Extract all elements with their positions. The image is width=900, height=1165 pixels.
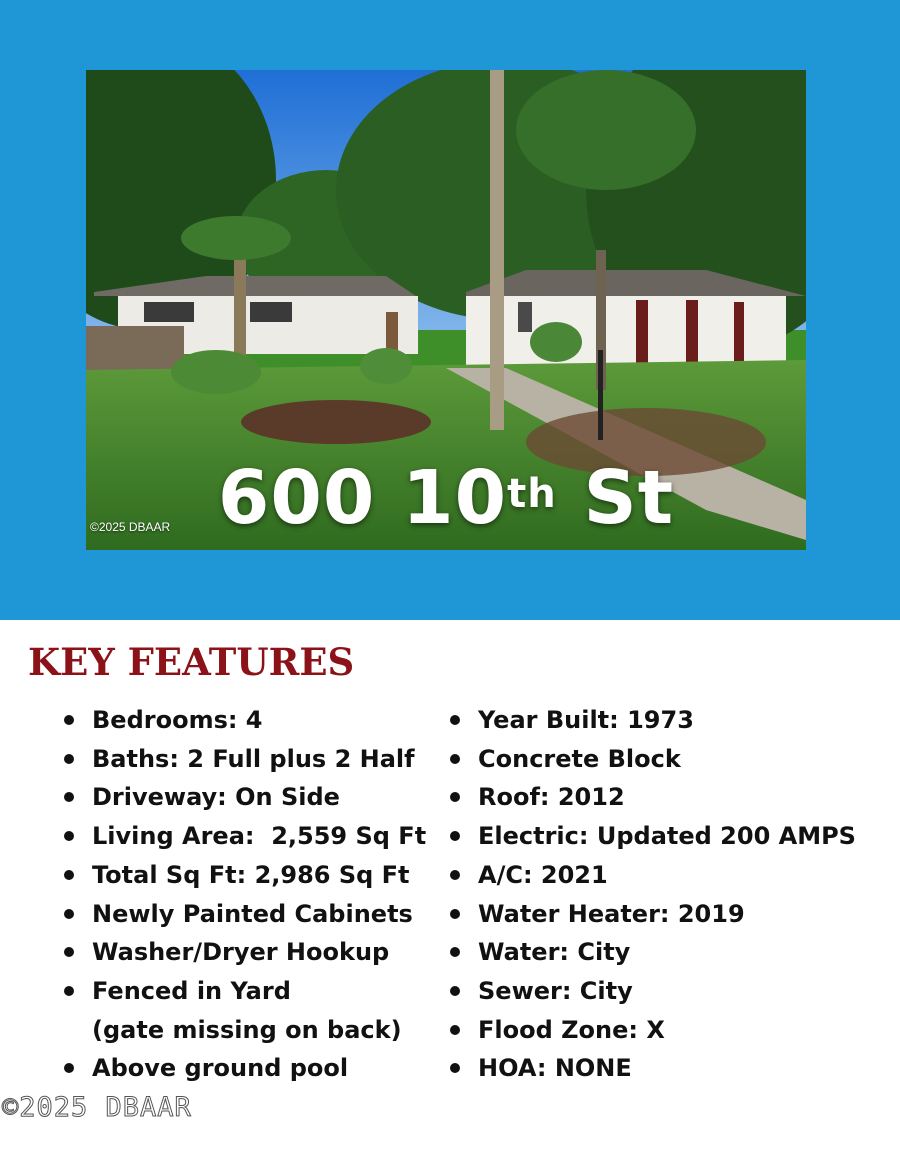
feature-text: Baths: 2 Full plus 2 Half xyxy=(92,744,415,773)
feature-item xyxy=(448,1011,898,1050)
feature-item xyxy=(62,1049,447,1088)
feature-text: Concrete Block xyxy=(478,744,681,773)
bullet-icon xyxy=(450,986,460,996)
feature-item xyxy=(62,701,447,740)
bullet-icon xyxy=(64,754,74,764)
bullet-icon xyxy=(64,986,74,996)
address-street-type: St xyxy=(556,455,675,541)
feature-text: Bedrooms: 4 xyxy=(92,706,263,734)
feature-text: Electric: Updated 200 AMPS xyxy=(478,822,856,851)
feature-text: Driveway: On Side xyxy=(92,783,340,812)
feature-item xyxy=(448,701,898,740)
feature-item xyxy=(448,972,898,1011)
feature-item xyxy=(62,895,447,934)
bullet-icon xyxy=(450,754,460,764)
feature-text-continuation: (gate missing on back) xyxy=(92,1015,402,1044)
bullet-icon xyxy=(64,1063,74,1073)
key-features-heading: KEY FEATURES xyxy=(28,640,355,684)
bullet-icon xyxy=(64,715,74,725)
feature-item xyxy=(448,778,898,817)
bullet-icon xyxy=(450,831,460,841)
feature-text: Year Built: 1973 xyxy=(478,706,694,734)
feature-text: Water: City xyxy=(478,938,631,967)
address-number: 600 10 xyxy=(217,455,508,541)
feature-text: A/C: 2021 xyxy=(478,860,608,889)
feature-item xyxy=(448,740,898,779)
feature-item xyxy=(448,1049,898,1088)
address-ordinal-suffix: th xyxy=(507,471,557,517)
copyright-watermark: ©2025 DBAAR xyxy=(2,1092,192,1123)
feature-item xyxy=(448,933,898,972)
feature-text: Living Area: 2,559 Sq Ft xyxy=(92,822,427,851)
feature-text: Above ground pool xyxy=(92,1054,349,1083)
bullet-icon xyxy=(450,1063,460,1073)
feature-item xyxy=(62,972,447,1049)
bullet-icon xyxy=(64,947,74,957)
feature-item xyxy=(62,817,447,856)
bullet-icon xyxy=(450,870,460,880)
bullet-icon xyxy=(64,909,74,919)
property-address xyxy=(86,453,806,543)
feature-text: Flood Zone: X xyxy=(478,1015,665,1044)
bullet-icon xyxy=(64,831,74,841)
feature-text: Fenced in Yard xyxy=(92,976,291,1005)
feature-item xyxy=(448,895,898,934)
features-list-right xyxy=(448,701,898,1088)
bullet-icon xyxy=(450,792,460,802)
bullet-icon xyxy=(64,870,74,880)
feature-text: Total Sq Ft: 2,986 Sq Ft xyxy=(92,860,410,889)
feature-text: Washer/Dryer Hookup xyxy=(92,938,390,967)
feature-text: Newly Painted Cabinets xyxy=(92,899,413,928)
bullet-icon xyxy=(450,715,460,725)
feature-item xyxy=(448,856,898,895)
feature-text: Roof: 2012 xyxy=(478,783,625,812)
bullet-icon xyxy=(450,947,460,957)
feature-text: Sewer: City xyxy=(478,976,633,1005)
bullet-icon xyxy=(450,1025,460,1035)
bullet-icon xyxy=(64,792,74,802)
feature-item xyxy=(62,856,447,895)
feature-item xyxy=(448,817,898,856)
feature-item xyxy=(62,740,447,779)
photo-credit: ©2025 DBAAR xyxy=(90,520,171,534)
feature-text: Water Heater: 2019 xyxy=(478,899,745,928)
feature-item xyxy=(62,933,447,972)
feature-item xyxy=(62,778,447,817)
bullet-icon xyxy=(450,909,460,919)
feature-text: HOA: NONE xyxy=(478,1054,632,1083)
house-photo xyxy=(86,70,806,550)
features-list-left xyxy=(62,701,447,1088)
